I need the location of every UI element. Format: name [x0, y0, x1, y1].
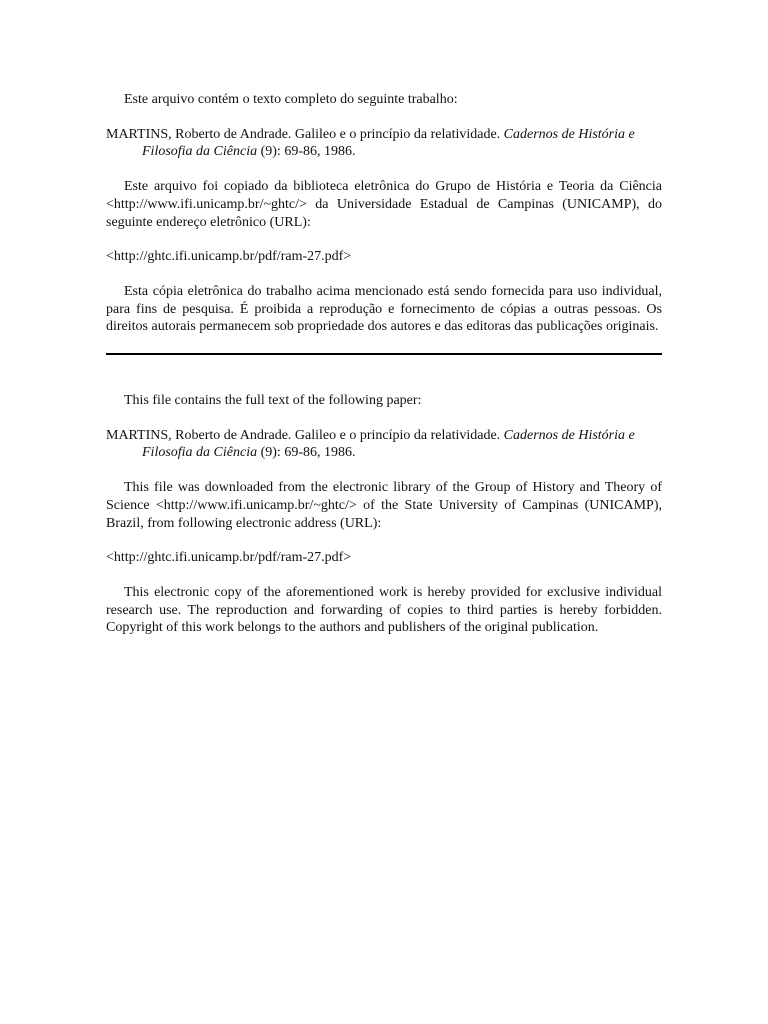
reference-en — [106, 427, 662, 462]
url-en: <http://ghtc.ifi.unicamp.br/pdf/ram-27.pdf> — [106, 550, 352, 566]
notice-paragraph-en: This electronic copy of the aforementioned work is hereby provided for exclusive individual research use. The reproduction and forwarding of copies to third parties is hereby forbidden. Copyright of this work belongs to the authors and publishers of the original publication. — [106, 584, 662, 636]
reference-journal-pt: Cadernos de História e Filosofia da Ciência — [142, 126, 635, 160]
notice-paragraph-pt: Esta cópia eletrônica do trabalho acima mencionado está sendo fornecida para uso individual, para fins de pesquisa. É proibida a reprodução e fornecimento de cópias a outras pessoas. Os direitos autorais permanecem sob propriedade dos autores e das editoras das publicações originais. — [106, 283, 662, 335]
reference-details-en: (9): 69-86, 1986. — [260, 445, 356, 461]
reference-author-title-en: MARTINS, Roberto de Andrade. Galileo e o princípio da relatividade. — [106, 427, 501, 443]
source-paragraph-en: This file was downloaded from the electronic library of the Group of History and Theory of Science <http://www.ifi.unicamp.br/~ghtc/> of the State University of Campinas (UNICAMP), Brazil, from following electronic address (URL): — [106, 480, 662, 531]
section-divider — [106, 353, 662, 355]
source-paragraph-pt: Este arquivo foi copiado da biblioteca eletrônica do Grupo de História e Teoria da Ciência <http://www.ifi.unicamp.br/~ghtc/> da Universidade Estadual de Campinas (UNICAMP), do seguinte endereço eletrônico (URL): — [106, 179, 662, 230]
document-page — [106, 91, 662, 637]
intro-paragraph-pt: Este arquivo contém o texto completo do seguinte trabalho: — [124, 92, 458, 107]
reference-details-pt: (9): 69-86, 1986. — [260, 144, 356, 160]
english-section — [106, 392, 662, 637]
reference-author-title-pt: MARTINS, Roberto de Andrade. Galileo e o princípio da relatividade. — [106, 126, 501, 142]
intro-paragraph-en: This file contains the full text of the following paper: — [124, 393, 422, 409]
reference-pt — [106, 126, 662, 161]
url-pt: <http://ghtc.ifi.unicamp.br/pdf/ram-27.pdf> — [106, 249, 352, 265]
portuguese-section — [106, 91, 662, 336]
reference-journal-en: Cadernos de História e Filosofia da Ciência — [142, 427, 635, 461]
